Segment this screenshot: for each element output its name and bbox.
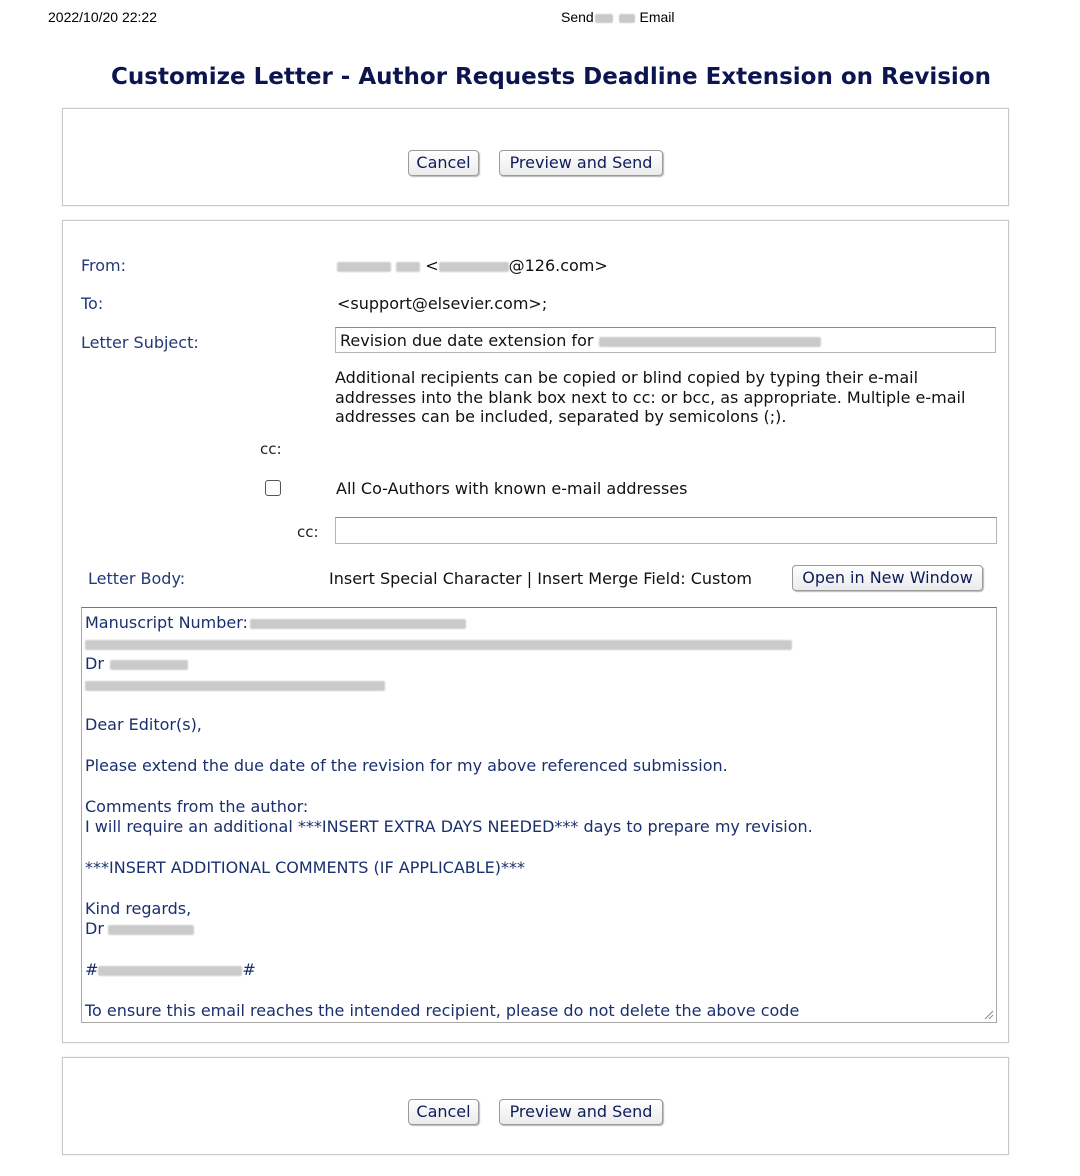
from-label: From: bbox=[81, 256, 127, 275]
print-datetime: 2022/10/20 22:22 bbox=[48, 9, 157, 25]
to-label: To: bbox=[81, 294, 104, 313]
print-title-suffix: Email bbox=[639, 9, 675, 25]
redacted-text bbox=[396, 262, 420, 272]
print-title-prefix: Send bbox=[561, 9, 594, 25]
redacted-text bbox=[619, 14, 635, 23]
tracking-code-line: # # bbox=[85, 960, 256, 979]
redacted-text bbox=[337, 262, 391, 272]
from-value: < @126.com> bbox=[337, 256, 608, 275]
cancel-button-top[interactable]: Cancel bbox=[408, 150, 479, 176]
comments-heading: Comments from the author: bbox=[85, 797, 309, 816]
to-value: <support@elsevier.com>; bbox=[337, 294, 548, 313]
redacted-line bbox=[85, 675, 385, 694]
manuscript-number-line: Manuscript Number: bbox=[85, 613, 466, 632]
insert-merge-field-label: Insert Merge Field: bbox=[537, 569, 686, 588]
author-name-line: Dr bbox=[85, 654, 188, 673]
redacted-text bbox=[595, 14, 613, 23]
open-new-window-button[interactable]: Open in New Window bbox=[792, 565, 983, 591]
coauthors-label: All Co-Authors with known e-mail addresses bbox=[336, 479, 688, 498]
merge-field-select[interactable]: Custom bbox=[690, 569, 752, 588]
subject-value: Revision due date extension for bbox=[340, 331, 821, 350]
resize-grip-icon[interactable] bbox=[982, 1008, 994, 1020]
coauthors-checkbox[interactable] bbox=[265, 480, 281, 496]
redacted-text bbox=[98, 966, 242, 976]
letter-body-label: Letter Body: bbox=[88, 569, 186, 588]
subject-label: Letter Subject: bbox=[81, 333, 199, 352]
letter-body-tools bbox=[329, 569, 752, 588]
signature-line: Dr bbox=[85, 919, 194, 938]
footer-note-line: To ensure this email reaches the intended recipient, please do not delete the above code bbox=[85, 1001, 800, 1020]
redacted-text bbox=[439, 262, 509, 272]
letter-body-textarea[interactable] bbox=[81, 607, 997, 1023]
from-email-domain: @126.com> bbox=[508, 256, 608, 275]
insert-special-character-link[interactable]: Insert Special Character bbox=[329, 569, 522, 588]
preview-send-button-top[interactable]: Preview and Send bbox=[499, 150, 663, 176]
redacted-text bbox=[250, 619, 466, 629]
cc-input[interactable] bbox=[335, 517, 997, 544]
redacted-text bbox=[599, 337, 821, 347]
recipients-instructions: Additional recipients can be copied or blind copied by typing their e-mail addresses into the blank box next to cc: or bcc, as appropriate. Multiple e-mail addresses can be included, separated by semicolons (;). bbox=[335, 368, 966, 426]
tools-separator: | bbox=[526, 569, 533, 588]
redacted-text bbox=[110, 660, 188, 670]
redacted-line bbox=[85, 634, 792, 653]
additional-comments-line: ***INSERT ADDITIONAL COMMENTS (IF APPLICABLE)*** bbox=[85, 858, 526, 877]
request-paragraph: Please extend the due date of the revision for my above referenced submission. bbox=[85, 756, 728, 775]
subject-input[interactable] bbox=[335, 327, 996, 353]
print-page-title bbox=[561, 9, 675, 25]
redacted-text bbox=[108, 925, 194, 935]
greeting-line: Dear Editor(s), bbox=[85, 715, 202, 734]
cancel-button-bottom[interactable]: Cancel bbox=[408, 1099, 479, 1125]
comments-line: I will require an additional ***INSERT EXTRA DAYS NEEDED*** days to prepare my revision. bbox=[85, 817, 813, 836]
regards-line: Kind regards, bbox=[85, 899, 192, 918]
cc-label: cc: bbox=[260, 440, 282, 458]
cc2-label: cc: bbox=[297, 523, 319, 541]
preview-send-button-bottom[interactable]: Preview and Send bbox=[499, 1099, 663, 1125]
page-title: Customize Letter - Author Requests Deadline Extension on Revision bbox=[111, 64, 991, 90]
